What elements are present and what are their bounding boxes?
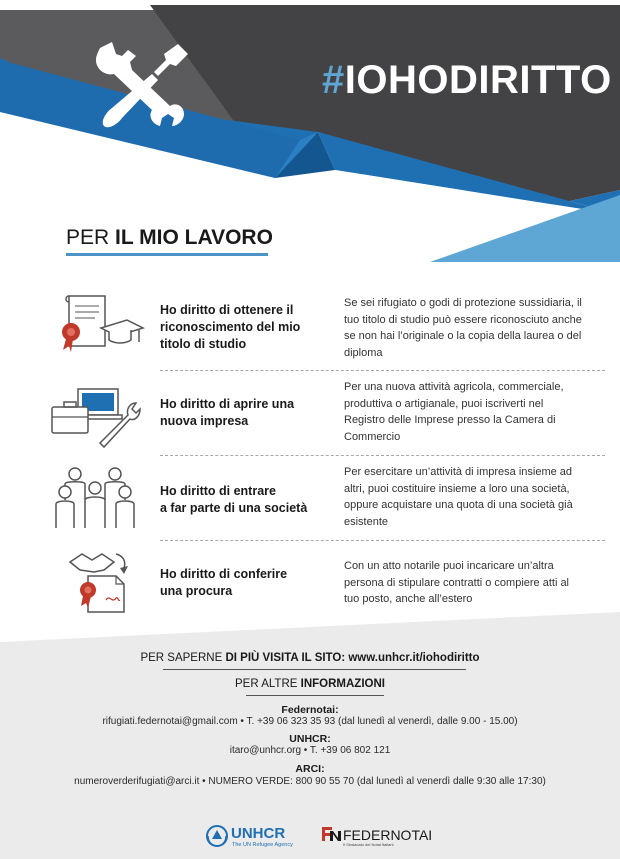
unhcr-logo <box>205 824 315 853</box>
contact-line-unhcr: itaro@unhcr.org • T. +39 06 802 121 <box>229 745 391 756</box>
hashtag-title: #IOHODIRITTO <box>322 58 612 102</box>
more-info-heading: PER ALTRE INFORMAZIONI <box>235 678 385 690</box>
right-desc-1: Se sei rifugiato o godi di protezione sussidiaria, il tuo titolo di studio può essere riconosciuto anche se non hai l’originale o la copia della laurea o del diploma <box>344 297 582 359</box>
section-underline <box>66 253 268 256</box>
contact-name-arci: ARCI: <box>295 763 325 775</box>
partner-logos <box>0 818 620 852</box>
unhcr-logo-text: UNHCR <box>231 825 286 842</box>
right-title-4: Ho diritto di conferire una procura <box>160 567 288 598</box>
federnotai-logo-text: FEDERNOTAI <box>343 827 431 843</box>
visit-underline <box>163 669 466 670</box>
right-desc-2: Per una nuova attività agricola, commerciale, produttiva o artigianale, puoi iscriverti nel Registro delle Imprese presso la Camera di Commercio <box>344 381 564 443</box>
diploma-icon <box>55 292 145 359</box>
visit-site-text: PER SAPERNE DI PIÙ VISITA IL SITO: www.unhcr.it/iohodiritto <box>140 652 480 664</box>
separator <box>160 455 605 456</box>
business-tools-icon <box>50 385 142 454</box>
handshake-document-icon <box>68 548 130 619</box>
contact-line-arci: numeroverderifugiati@arci.it • NUMERO VERDE: 800 90 55 70 (dal lunedì al venerdì dalle 9:30 alle 17:30) <box>74 776 546 787</box>
right-title-3: Ho diritto di entrare a far parte di una società <box>160 484 308 515</box>
section-title: PER IL MIO LAVORO <box>66 226 273 249</box>
contact-name-federnotai: Federnotai: <box>281 704 339 716</box>
federnotai-logo-subtitle: Il Sindacato dei Notai Italiani <box>343 842 394 847</box>
unhcr-logo-subtitle: The UN Refugee Agency <box>232 842 293 848</box>
contact-line-federnotai: rifugiati.federnotai@gmail.com • T. +39 06 323 35 93 (dal lunedì al venerdì, dalle 9.00 - 15.00) <box>102 716 518 727</box>
people-group-icon <box>53 466 137 537</box>
federnotai-logo <box>321 825 431 852</box>
wrench-screwdriver-icon <box>92 40 192 140</box>
right-title-1: Ho diritto di ottenere il riconoscimento del mio titolo di studio <box>160 303 301 351</box>
separator <box>160 540 605 541</box>
contact-name-unhcr: UNHCR: <box>289 733 331 745</box>
separator <box>160 370 605 371</box>
right-desc-3: Per esercitare un’attività di impresa insieme ad altri, puoi costituire insieme a loro una società, oppure acquistare una quota di una società già esistente <box>344 466 573 528</box>
right-title-2: Ho diritto di aprire una nuova impresa <box>160 397 295 428</box>
right-desc-4: Con un atto notarile puoi incaricare un’altra persona di stipulare contratti o compiere atti al tuo posto, anche all’estero <box>344 560 570 605</box>
more-info-underline <box>246 695 384 696</box>
